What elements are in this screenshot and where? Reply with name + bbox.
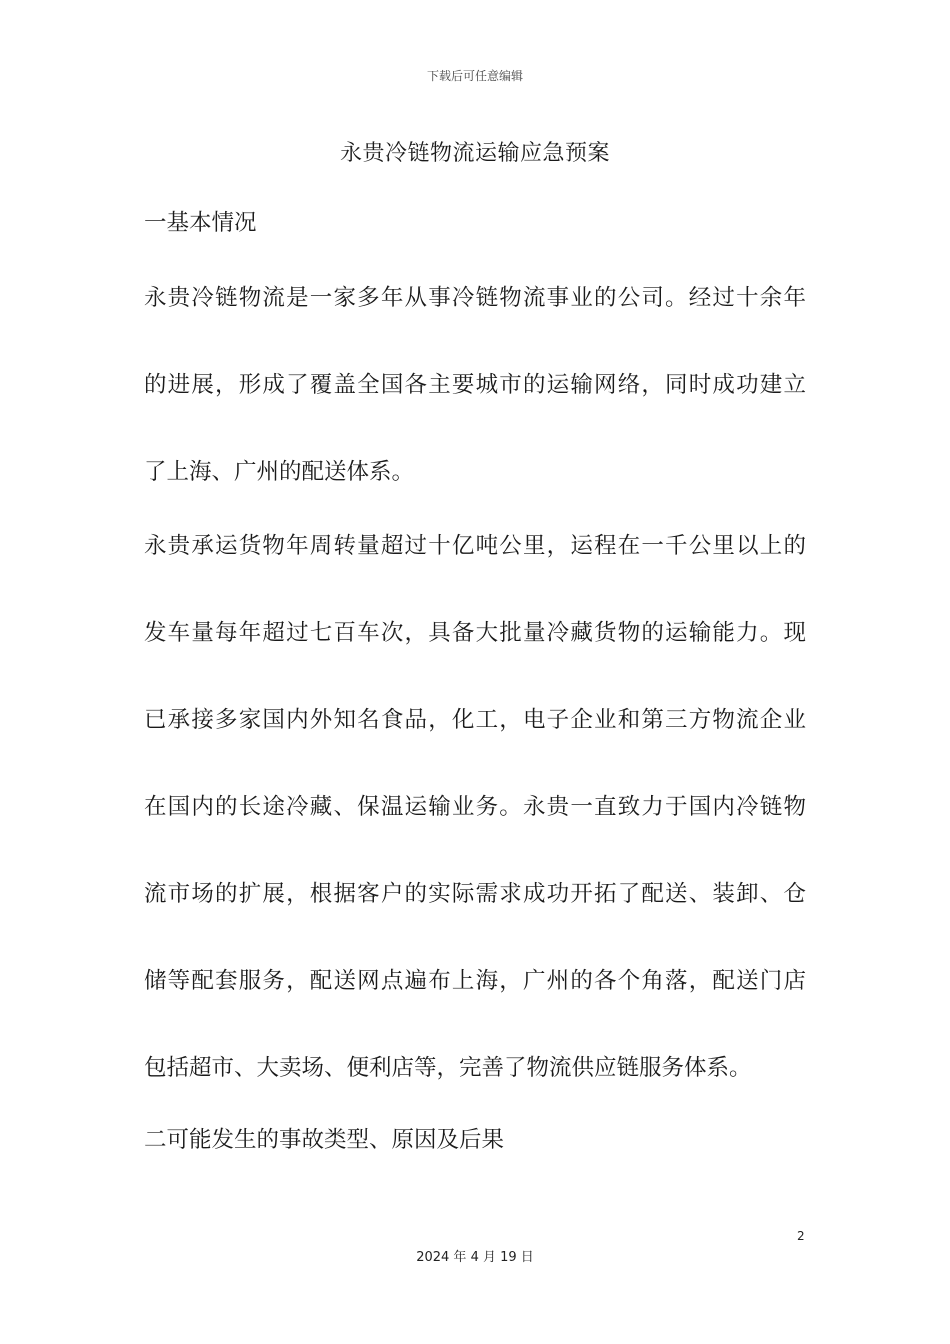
paragraph-line: 发车量每年超过七百车次，具备大批量冷藏货物的运输能力。现: [144, 620, 806, 646]
section-heading-basic-info: 一基本情况: [144, 210, 257, 236]
document-title: 永贵冷链物流运输应急预案: [339, 141, 610, 166]
paragraph-line: 在国内的长途冷藏、保温运输业务。永贵一直致力于国内冷链物: [144, 794, 806, 820]
paragraph-line: 永贵冷链物流是一家多年从事冷链物流事业的公司。经过十余年: [144, 285, 806, 311]
paragraph-line: 包括超市、大卖场、便利店等，完善了物流供应链服务体系。: [144, 1055, 752, 1081]
paragraph-line: 流市场的扩展，根据客户的实际需求成功开拓了配送、装卸、仓: [144, 881, 806, 907]
paragraph-line: 储等配套服务，配送网点遍布上海，广州的各个角落，配送门店: [144, 968, 806, 994]
paragraph-line: 永贵承运货物年周转量超过十亿吨公里，运程在一千公里以上的: [144, 533, 806, 559]
paragraph-line: 了上海、广州的配送体系。: [144, 459, 415, 485]
paragraph-line: 的进展，形成了覆盖全国各主要城市的运输网络，同时成功建立: [144, 372, 806, 398]
header-note: 下载后可任意编辑: [426, 69, 523, 83]
paragraph-line: 已承接多家国内外知名食品，化工，电子企业和第三方物流企业: [144, 707, 806, 733]
page-number: 2: [797, 1229, 805, 1243]
footer-date: 2024 年 4 月 19 日: [416, 1250, 534, 1265]
section-heading-accident-types: 二可能发生的事故类型、原因及后果: [144, 1127, 505, 1153]
